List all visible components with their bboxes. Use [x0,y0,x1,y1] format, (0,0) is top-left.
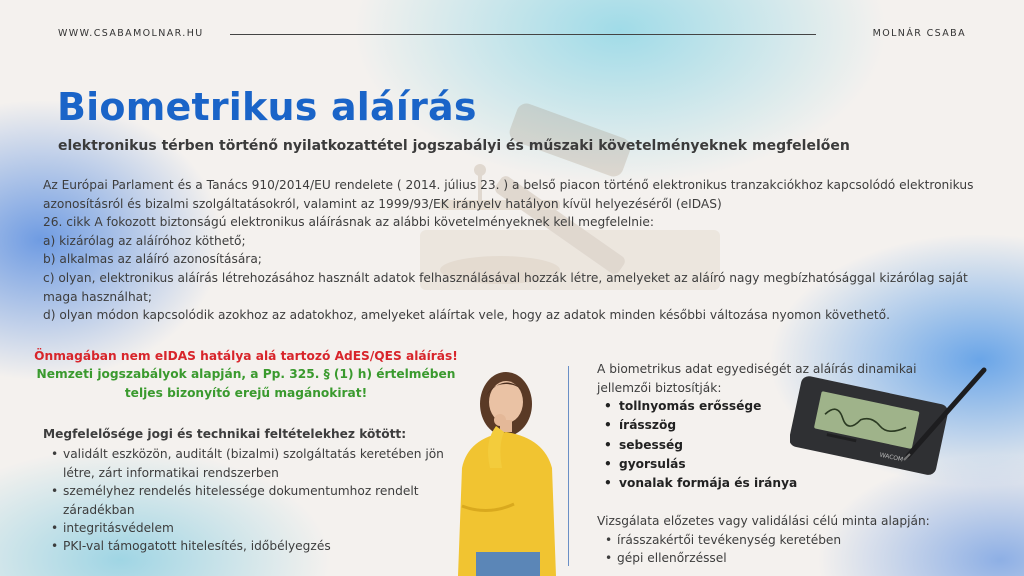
highlight-warning: Önmagában nem eIDAS hatálya alá tartozó AdES/QES aláírás! [34,349,458,363]
regulation-line: c) olyan, elektronikus aláírás létrehozásához használt adatok felhasználásával hozzák létre, amelyeket az aláíró nagy megbízhatósággal kizárólag saját maga használhat; [43,270,968,304]
highlight-block [34,347,458,402]
biometric-intro: A biometrikus adat egyediségét az aláírás dinamikai jellemzői biztosítják: [597,362,917,395]
page-subtitle: elektronikus térben történő nyilatkozattétel jogszabályi és műszaki követelményeknek megfelelően [58,138,850,154]
requirements-list [43,445,453,555]
thinking-woman-illustration [448,356,568,576]
header-divider [230,34,816,35]
requirements-title: Megfelelősége jogi és technikai feltételekhez kötött: [43,427,407,441]
regulation-line: 26. cikk A fokozott biztonságú elektronikus aláírásnak az alábbi követelményeknek kell megfelelnie: [43,215,655,230]
list-item: • írásszakértői tevékenység keretében [597,531,957,550]
column-divider [568,366,569,566]
regulation-line: b) alkalmas az aláíró azonosítására; [43,252,262,267]
highlight-legal-2: teljes bizonyító erejű magánokirat! [124,385,368,400]
list-item: • gyorsulás [597,455,927,474]
verification-intro: Vizsgálata előzetes vagy validálási célú minta alapján: [597,514,930,528]
site-url[interactable]: WWW.CSABAMOLNAR.HU [58,28,204,39]
regulation-line: a) kizárólag az aláíróhoz köthető; [43,233,246,248]
signature-pad-illustration [790,366,990,486]
verification-section [597,512,957,568]
highlight-legal-1: Nemzeti jogszabályok alapján, a Pp. 325. § (1) h) értelmében [36,367,456,382]
regulation-line: d) olyan módon kapcsolódik azokhoz az adatokhoz, amelyeket aláírtak vele, hogy az adatok minden későbbi változása nyomon követhető. [43,308,891,323]
page-title: Biometrikus aláírás [57,85,477,129]
list-item: • személyhez rendelés hitelessége dokumentumhoz rendelt záradékban [43,482,453,519]
list-item: • integritásvédelem [43,519,453,537]
list-item: • PKI-val támogatott hitelesítés, időbélyegzés [43,537,453,555]
list-item: • tollnyomás erőssége [597,397,927,416]
requirements-section [43,425,453,556]
list-item: • sebesség [597,436,927,455]
list-item: • validált eszközön, auditált (bizalmi) szolgáltatás keretében jön létre, zárt informatikai rendszerben [43,445,453,482]
pad-brand-label: WACOM [879,451,904,464]
regulation-line: Az Európai Parlament és a Tanács 910/2014/EU rendelete ( 2014. július 23. ) a belső piacon történő elektronikus tranzakciókhoz kapcsolódó elektronikus azonosításról és bizalmi szolgáltatásokról, valamint az 1999/93/EK irányelv hatályon kívül helyezéséről (eIDAS) [43,178,974,211]
list-item: • vonalak formája és iránya [597,474,927,493]
regulation-text [43,176,993,325]
verification-list [597,531,957,568]
top-bar [58,28,966,42]
list-item: • gépi ellenőrzéssel [597,549,957,568]
author-name: MOLNÁR CSABA [872,28,966,39]
list-item: • írásszög [597,416,927,435]
